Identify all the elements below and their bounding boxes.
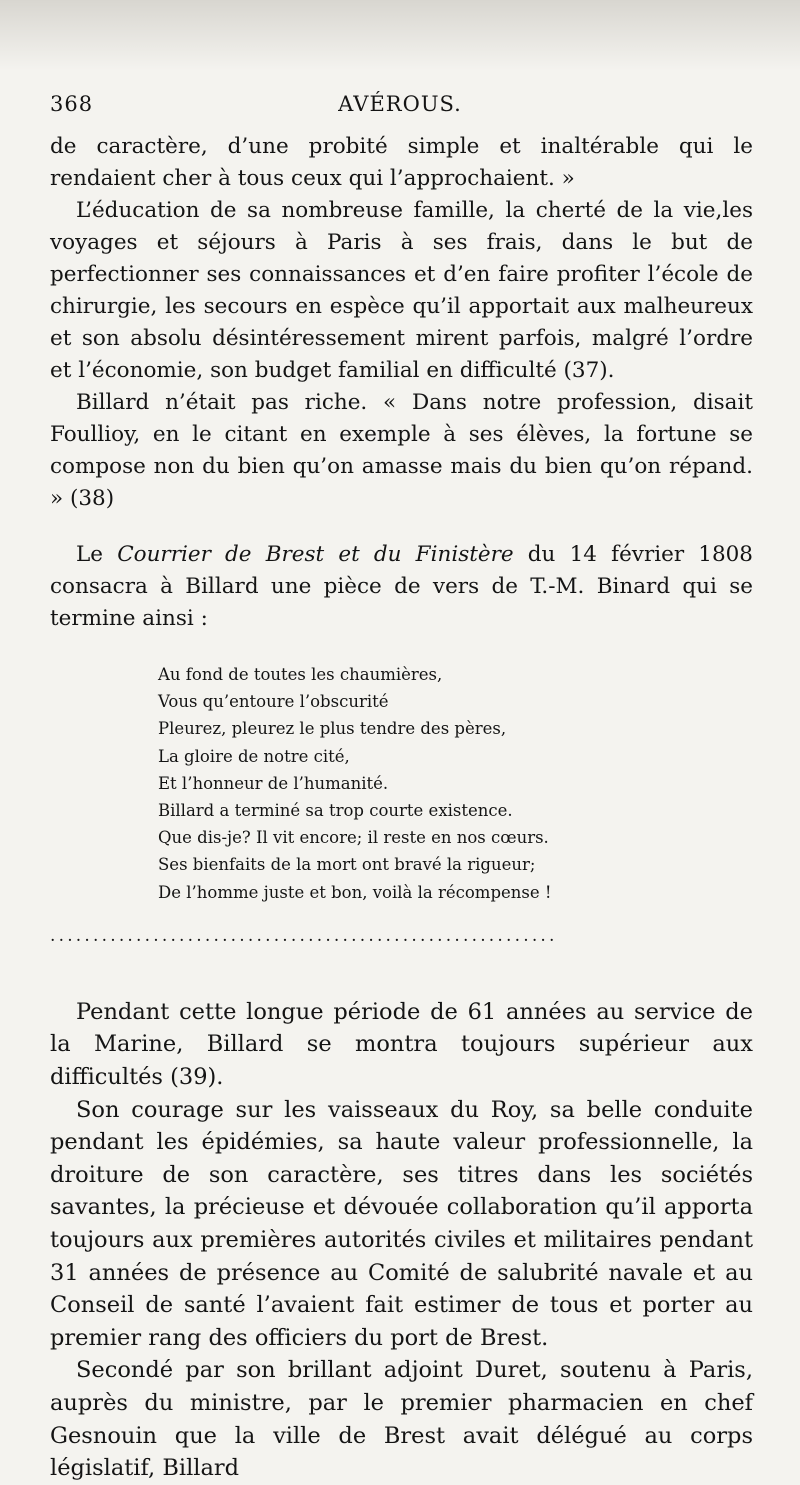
poem-line: De l’homme juste et bon, voilà la récompense ! (158, 882, 552, 902)
closing-section (50, 996, 753, 1485)
scan-edge (0, 0, 800, 70)
page-number: 368 (50, 92, 94, 116)
paragraph-courage: Son courage sur les vaisseaux du Roy, sa belle conduite pendant les épidémies, sa haute valeur professionnelle, la droiture de son caractère, ses titres dans les sociétés savantes, la précieuse et dévouée collaboration qu’il apporta toujours aux premières autorités civiles et militaires pendant 31 années de présence au Comité de salubrité navale et au Conseil de santé l’avaient fait estimer de tous et porter au premier rang des officiers du port de Brest. (50, 1096, 753, 1351)
paragraph-61-years: Pendant cette longue période de 61 années au service de la Marine, Billard se montra toujours supérieur aux difficultés (39). (50, 998, 753, 1091)
paragraph-duret: Secondé par son brillant adjoint Duret, soutenu à Paris, auprès du ministre, par le premier pharmacien en chef Gesnouin que la ville de Brest avait délégué au corps législatif, Billard (50, 1357, 753, 1482)
dotted-separator: ........................................................... (50, 925, 558, 946)
paragraph-courrier (50, 539, 753, 635)
poem-line: La gloire de notre cité, (158, 746, 350, 766)
paragraph-gap (50, 515, 753, 539)
poem-line: Que dis-je? Il vit encore; il reste en nos cœurs. (158, 828, 549, 848)
poem-line: Pleurez, pleurez le plus tendre des pères, (158, 719, 507, 739)
newspaper-title: Courrier de Brest et du Finistère (117, 542, 514, 567)
poem-line: Billard a terminé sa trop courte existence. (158, 801, 513, 821)
poem (158, 661, 753, 906)
page-body (50, 131, 753, 1485)
running-title: AVÉROUS. (338, 92, 462, 116)
paragraph-education: L’éducation de sa nombreuse famille, la cherté de la vie,les voyages et séjours à Paris à ses frais, dans le but de perfectionner ses connaissances et d’en faire profiter l’école de chirurgie, les secours en espèce qu’il apportait aux malheureux et son absolu désintéressement mirent parfois, malgré l’ordre et l’économie, son budget familial en difficulté (37). (50, 198, 753, 383)
page-header (50, 92, 750, 122)
paragraph-continuation: de caractère, d’une probité simple et inaltérable qui le rendaient cher à tous ceux qui l’approchaient. » (50, 134, 753, 191)
courrier-after: du 14 février 1808 consacra à Billard une pièce de vers de T.-M. Binard qui se termine ainsi : (50, 542, 753, 631)
poem-line: Au fond de toutes les chaumières, (158, 665, 443, 684)
poem-line: Vous qu’entoure l’obscurité (158, 692, 389, 712)
poem-line: Et l’honneur de l’humanité. (158, 773, 389, 793)
poem-line: Ses bienfaits de la mort ont bravé la rigueur; (158, 855, 536, 875)
paragraph-foullioy-quote: Billard n’était pas riche. « Dans notre profession, disait Foullioy, en le citant en exemple à ses élèves, la fortune se compose non du bien qu’on amasse mais du bien qu’on répand. » (38) (50, 390, 753, 511)
courrier-before: Le (76, 542, 118, 567)
